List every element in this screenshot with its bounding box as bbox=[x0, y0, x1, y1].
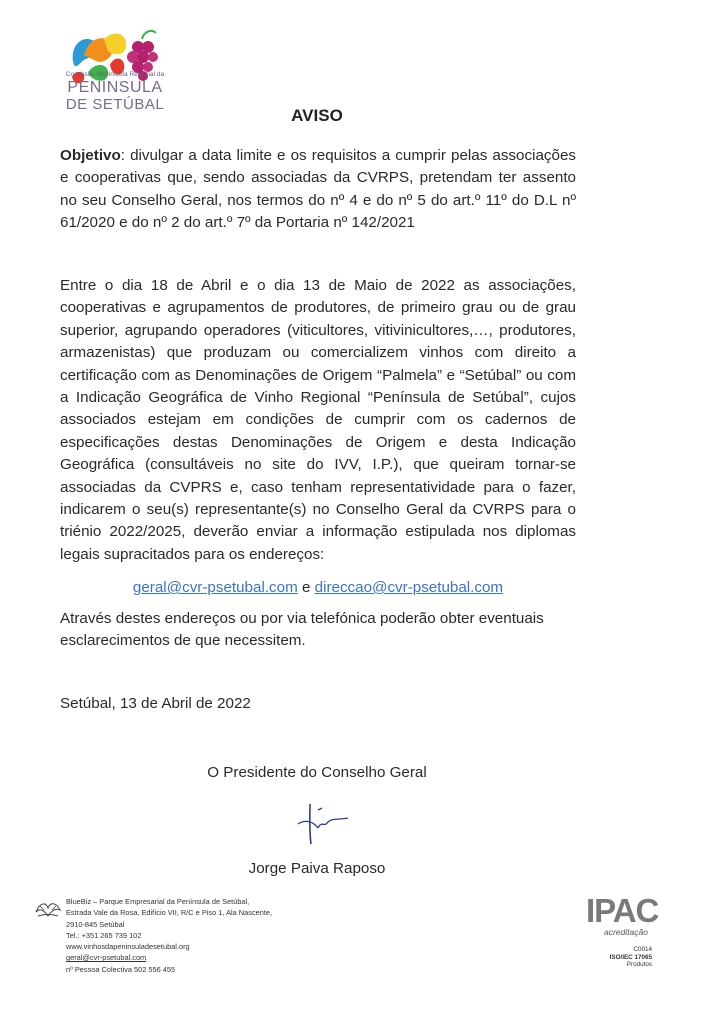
logo-line-1: PENÍNSULA bbox=[67, 79, 163, 96]
footer-emblem-icon bbox=[34, 898, 62, 920]
handwritten-signature bbox=[288, 798, 358, 850]
email-line bbox=[60, 577, 576, 599]
ipac-subtitle: acreditação bbox=[604, 927, 648, 937]
footer-line: nº Pessoa Colectiva 502 556 455 bbox=[66, 964, 176, 974]
ipac-scope: Produtos bbox=[626, 961, 652, 969]
ipac-code: C0014 bbox=[633, 946, 652, 953]
footer-line: BlueBiz – Parque Empresarial da Península de Setúbal, bbox=[66, 897, 250, 906]
date-line: Setúbal, 13 de Abril de 2022 bbox=[60, 695, 251, 712]
objective-text: : divulgar a data limite e os requisitos a cumprir pelas associações e cooperativas que, sendo associadas da CVRPS, pretendam ter assento no seu Conselho Geral, nos termos do nº 4 e do nº 5 do art.º 11º do D.L nº 61/2020 e do nº 2 do art.º 7º da Portaria nº 142/2021 bbox=[60, 147, 576, 232]
ipac-logo: IPAC bbox=[586, 892, 659, 929]
footer-website-link[interactable]: www.vinhosdapeninsuladesetubal.org bbox=[66, 942, 190, 952]
logo-caption: Comissão Vitivinícola Regional da bbox=[65, 71, 165, 78]
objective-paragraph bbox=[60, 145, 576, 235]
email-link-geral[interactable]: geral@cvr-psetubal.com bbox=[132, 579, 298, 596]
footer-email-link[interactable]: geral@cvr-psetubal.com bbox=[66, 953, 147, 963]
body-paragraph: Entre o dia 18 de Abril e o dia 13 de Maio de 2022 as associações, cooperativas e agrupamentos de produtores, de primeiro grau ou de grau superior, agrupando operadores (viticultores, vitivinicultores,…, produtores, armazenistas) que produzam ou comercializem vinhos com direito a certificação com as Denominações de Origem “Palmela” e “Setúbal” ou com a Indicação Geográfica de Vinho Regional “Península de Setúbal”, cujos associados estejam em condições de cumprir com os cadernos de especificações destas Denominações de Origem e desta Indicação Geográfica (consultáveis no site do IVV, I.P.), que queiram tornar-se associadas da CVPRS e, caso tenham representatividade para o fazer, indicarem o seu(s) representante(s) no Conselho Geral da CVRPS para o triénio 2022/2025, deverão enviar a informação estipulada nos diplomas legais supracitados para os endereços: bbox=[60, 277, 576, 563]
objective-label: Objetivo bbox=[60, 147, 121, 164]
signatory-title: O Presidente do Conselho Geral bbox=[207, 764, 427, 781]
ipac-details bbox=[600, 946, 652, 969]
footer-line: Estrada Vale da Rosa, Edifício VII, R/C e Piso 1, Ala Nascente, bbox=[66, 908, 273, 918]
ipac-standard: ISO/IEC 17065 bbox=[609, 953, 652, 961]
footer-address bbox=[66, 896, 272, 975]
document-title: AVISO bbox=[291, 106, 343, 125]
email-link-direccao[interactable]: direccao@cvr-psetubal.com bbox=[314, 579, 504, 596]
footer-line: 2910-845 Setúbal bbox=[66, 919, 125, 929]
email-separator: e bbox=[297, 579, 315, 596]
logo-line-2: DE SETÚBAL bbox=[65, 96, 165, 113]
signatory-name: Jorge Paiva Raposo bbox=[248, 860, 386, 877]
footer-line: Tel.: +351 265 739 102 bbox=[66, 930, 142, 940]
closing-paragraph: Através destes endereços ou por via telefónica poderão obter eventuais esclarecimentos de que necessitem. bbox=[60, 610, 544, 650]
